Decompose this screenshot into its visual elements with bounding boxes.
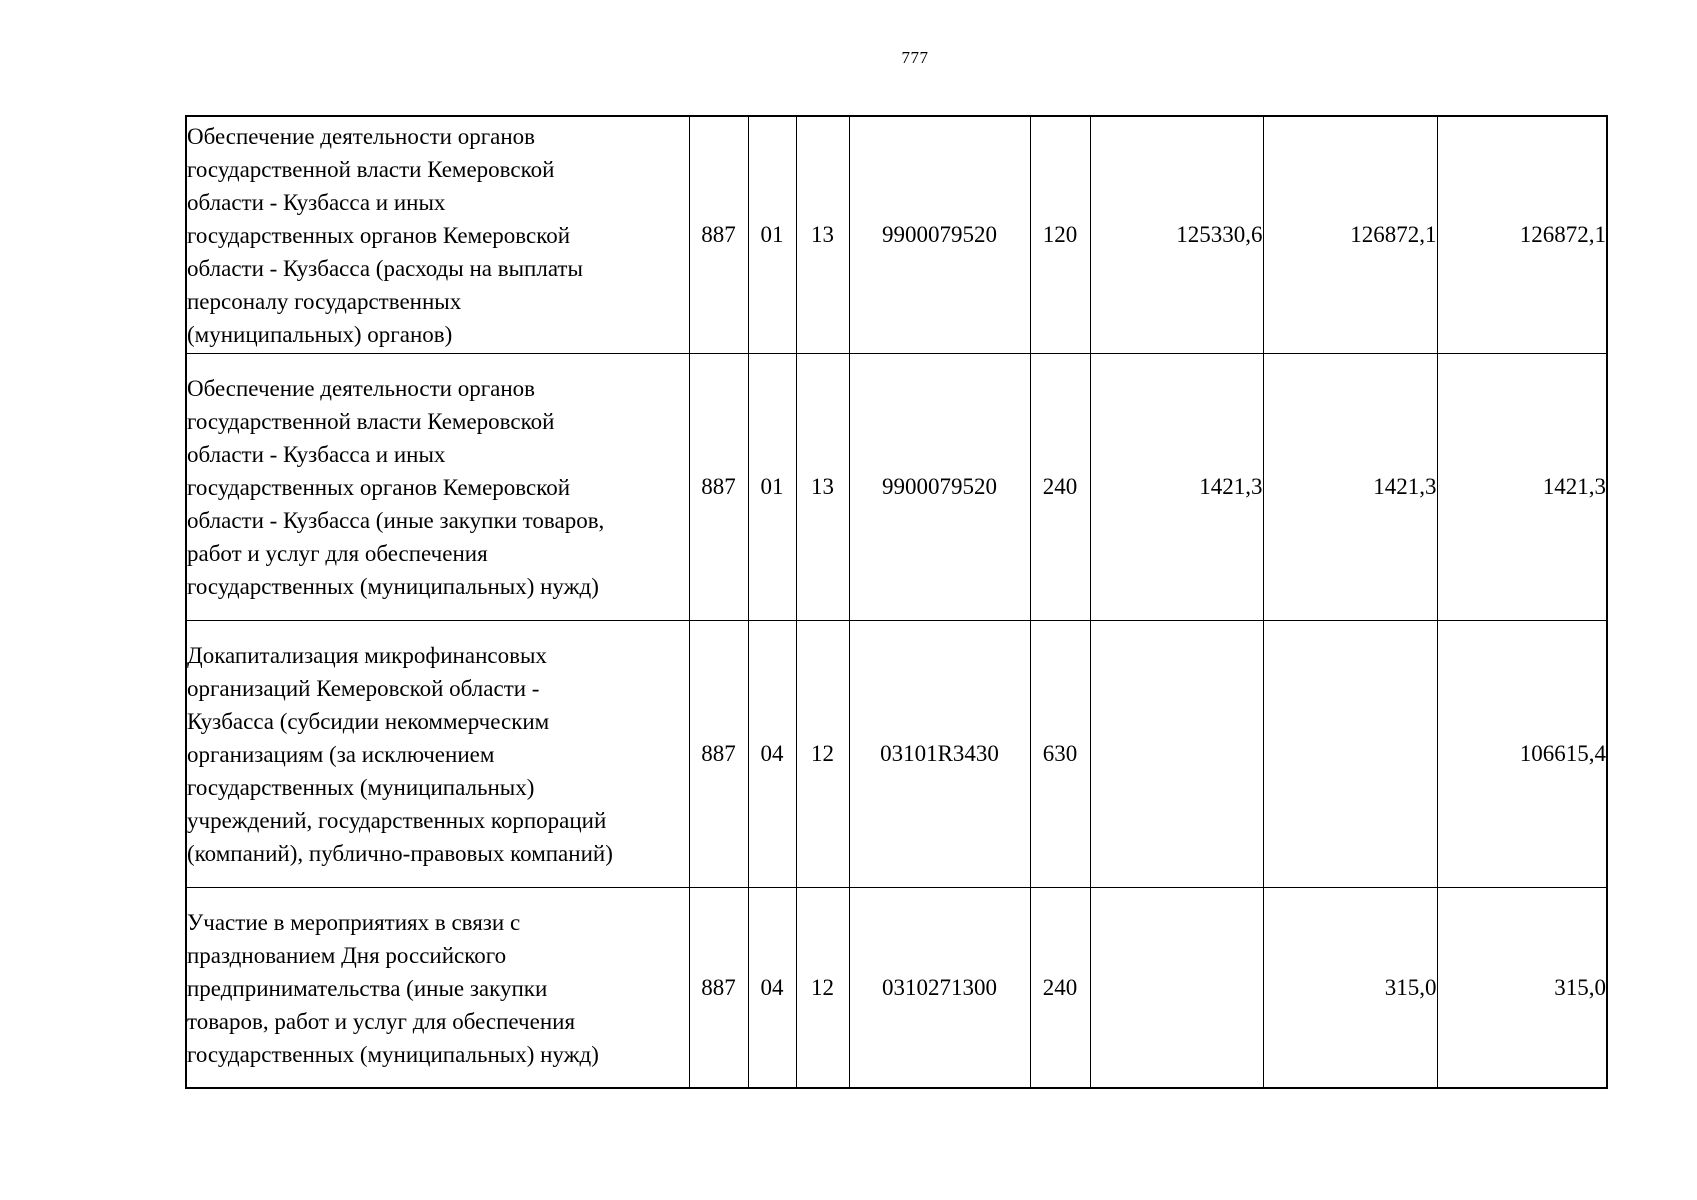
section-code: 04 [748, 887, 796, 1088]
target-article-code: 9900079520 [849, 353, 1030, 620]
subsection-code: 12 [796, 620, 849, 887]
table-row [186, 116, 1607, 353]
section-code: 01 [748, 116, 796, 353]
amount-1 [1090, 620, 1263, 887]
row-description: Участие в мероприятиях в связи с празднованием Дня российского предпринимательства (иные закупки товаров, работ и услуг для обеспечения государственных (муниципальных) нужд) [186, 887, 689, 1088]
amount-3: 1421,3 [1437, 353, 1607, 620]
target-article-code: 9900079520 [849, 116, 1030, 353]
amount-2: 1421,3 [1263, 353, 1437, 620]
subsection-code: 13 [796, 353, 849, 620]
budget-table [185, 115, 1608, 1089]
expense-type-code: 240 [1030, 353, 1090, 620]
expense-type-code: 240 [1030, 887, 1090, 1088]
target-article-code: 0310271300 [849, 887, 1030, 1088]
ministry-code: 887 [689, 887, 748, 1088]
amount-3: 315,0 [1437, 887, 1607, 1088]
section-code: 01 [748, 353, 796, 620]
section-code: 04 [748, 620, 796, 887]
target-article-code: 03101R3430 [849, 620, 1030, 887]
table-row [186, 887, 1607, 1088]
row-description: Обеспечение деятельности органов государственной власти Кемеровской области - Кузбасса и иных государственных органов Кемеровской области - Кузбасса (иные закупки товаров, работ и услуг для обеспечения государственных (муниципальных) нужд) [186, 353, 689, 620]
table-row [186, 620, 1607, 887]
amount-1: 125330,6 [1090, 116, 1263, 353]
amount-3: 126872,1 [1437, 116, 1607, 353]
ministry-code: 887 [689, 116, 748, 353]
expense-type-code: 120 [1030, 116, 1090, 353]
row-description: Докапитализация микрофинансовых организаций Кемеровской области - Кузбасса (субсидии некоммерческим организациям (за исключением государственных (муниципальных) учреждений, государственных корпораций (компаний), публично-правовых компаний) [186, 620, 689, 887]
table-row [186, 353, 1607, 620]
subsection-code: 13 [796, 116, 849, 353]
ministry-code: 887 [689, 353, 748, 620]
page-number: 777 [901, 48, 929, 67]
subsection-code: 12 [796, 887, 849, 1088]
expense-type-code: 630 [1030, 620, 1090, 887]
amount-1: 1421,3 [1090, 353, 1263, 620]
ministry-code: 887 [689, 620, 748, 887]
row-description: Обеспечение деятельности органов государственной власти Кемеровской области - Кузбасса и иных государственных органов Кемеровской области - Кузбасса (расходы на выплаты персоналу государственных (муниципальных) органов) [186, 116, 689, 353]
amount-2: 126872,1 [1263, 116, 1437, 353]
amount-2: 315,0 [1263, 887, 1437, 1088]
amount-1 [1090, 887, 1263, 1088]
amount-2 [1263, 620, 1437, 887]
amount-3: 106615,4 [1437, 620, 1607, 887]
